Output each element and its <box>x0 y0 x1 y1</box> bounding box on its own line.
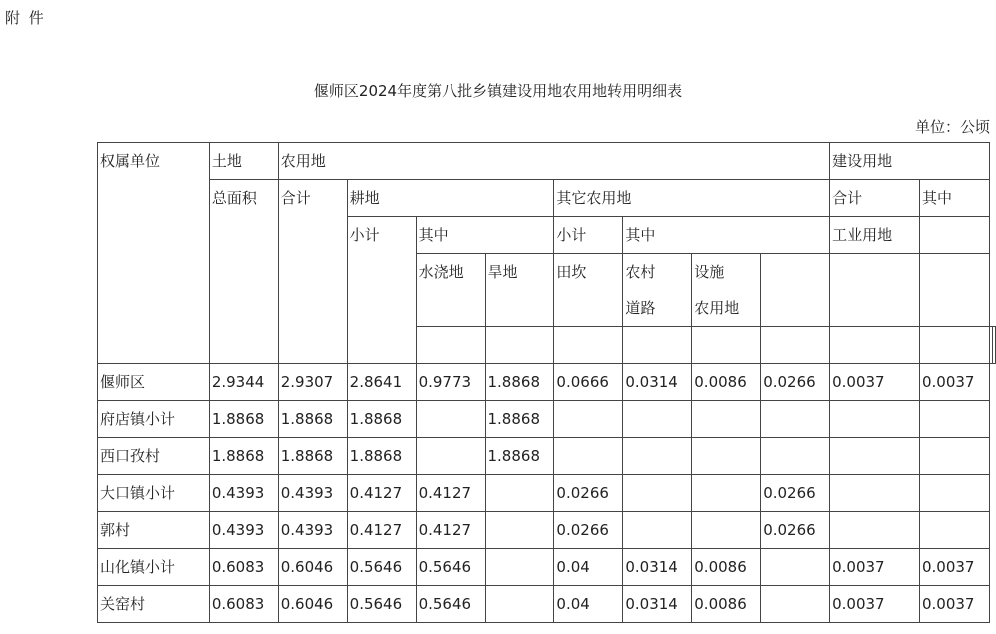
table-cell <box>416 438 485 475</box>
table-cell <box>761 549 830 586</box>
header-facility-agri <box>692 254 761 327</box>
table-cell: 0.6046 <box>278 586 347 623</box>
header-cultivated-land: 耕地 <box>347 180 554 217</box>
header-facility-line2: 农用地 <box>694 299 740 317</box>
row-owner-name: 偃师区 <box>98 364 210 401</box>
header-facility-line1: 设施 <box>694 263 725 281</box>
table-cell: 0.0037 <box>919 364 989 401</box>
table-cell: 0.0037 <box>830 586 920 623</box>
empty-cell <box>623 327 692 364</box>
table-cell: 0.0266 <box>554 512 623 549</box>
table-cell <box>692 512 761 549</box>
table-cell: 0.0037 <box>830 364 920 401</box>
table-cell <box>830 438 920 475</box>
table-cell <box>485 475 554 512</box>
table-cell: 0.0037 <box>919 549 989 586</box>
empty-cell <box>919 327 989 364</box>
row-owner-name: 府店镇小计 <box>98 401 210 438</box>
unit-label: 单位：公顷 <box>914 118 990 136</box>
header-irrigated-land: 水浇地 <box>416 254 485 327</box>
table-cell <box>623 438 692 475</box>
table-cell: 0.0037 <box>919 586 989 623</box>
table-cell: 0.5646 <box>416 586 485 623</box>
table-cell: 0.0314 <box>623 364 692 401</box>
table-row <box>98 475 996 512</box>
table-cell: 2.9307 <box>278 364 347 401</box>
table-cell: 0.0266 <box>554 475 623 512</box>
empty-cell <box>761 327 830 364</box>
table-cell <box>554 438 623 475</box>
empty-cell <box>692 327 761 364</box>
header-dry-land: 旱地 <box>485 254 554 327</box>
header-terrace: 田坎 <box>554 254 623 327</box>
table-cell: 0.0314 <box>623 586 692 623</box>
table-cell: 1.8868 <box>485 401 554 438</box>
table-cell: 0.6083 <box>209 549 278 586</box>
table-cell <box>485 549 554 586</box>
empty-cell <box>993 327 996 364</box>
table-cell: 1.8868 <box>485 364 554 401</box>
table-cell: 0.4393 <box>209 475 278 512</box>
table-cell: 0.0037 <box>830 549 920 586</box>
header-agricultural-land: 农用地 <box>278 143 829 180</box>
header-land-total-top: 土地 <box>209 143 278 180</box>
table-cell: 0.4127 <box>416 475 485 512</box>
header-other-subtotal: 小计 <box>554 217 623 254</box>
header-owner: 权属单位 <box>98 143 210 364</box>
row-owner-name: 山化镇小计 <box>98 549 210 586</box>
table-cell: 0.04 <box>554 549 623 586</box>
table-cell <box>761 401 830 438</box>
empty-cell <box>830 327 920 364</box>
table-cell <box>919 401 989 438</box>
table-cell: 1.8868 <box>485 438 554 475</box>
table-cell: 0.0086 <box>692 586 761 623</box>
table-cell <box>692 401 761 438</box>
table-cell: 1.8868 <box>278 438 347 475</box>
table-row <box>98 364 996 401</box>
header-cultivated-subtotal: 小计 <box>347 217 416 364</box>
table-cell: 0.4127 <box>347 512 416 549</box>
table-cell: 0.0266 <box>761 364 830 401</box>
header-rural-road-line2: 道路 <box>625 299 656 317</box>
table-cell <box>692 475 761 512</box>
table-row <box>98 512 996 549</box>
header-agri-total: 合计 <box>278 180 347 364</box>
header-land-total-bottom: 总面积 <box>209 180 278 364</box>
row-owner-name: 郭村 <box>98 512 210 549</box>
header-blank <box>761 254 830 327</box>
table-cell <box>830 512 920 549</box>
attachment-label: 附 件 <box>5 9 46 27</box>
header-construction-of-which: 其中 <box>919 180 989 217</box>
table-cell: 0.4393 <box>209 512 278 549</box>
table-cell: 0.5646 <box>416 549 485 586</box>
table-cell <box>830 475 920 512</box>
table-cell: 0.5646 <box>347 549 416 586</box>
table-cell: 0.6083 <box>209 586 278 623</box>
table-cell <box>919 438 989 475</box>
header-construction-total: 合计 <box>830 180 920 217</box>
header-other-agri-land: 其它农用地 <box>554 180 830 217</box>
table-cell <box>761 438 830 475</box>
table-cell: 0.5646 <box>347 586 416 623</box>
row-owner-name: 关窑村 <box>98 586 210 623</box>
table-cell: 0.4127 <box>347 475 416 512</box>
table-cell <box>485 586 554 623</box>
table-cell <box>919 475 989 512</box>
table-cell: 2.9344 <box>209 364 278 401</box>
table-body <box>98 364 996 623</box>
table-cell: 1.8868 <box>209 401 278 438</box>
table-cell: 0.0086 <box>692 364 761 401</box>
table-cell <box>623 475 692 512</box>
table-cell <box>416 401 485 438</box>
table-cell: 1.8868 <box>278 401 347 438</box>
table-cell <box>554 401 623 438</box>
header-construction-land: 建设用地 <box>830 143 990 180</box>
empty-cell <box>554 327 623 364</box>
header-cultivated-of-which: 其中 <box>416 217 554 254</box>
row-owner-name: 大口镇小计 <box>98 475 210 512</box>
table-cell: 0.0266 <box>761 512 830 549</box>
header-rural-road <box>623 254 692 327</box>
header-blank <box>919 217 989 254</box>
table-cell: 2.8641 <box>347 364 416 401</box>
table-cell: 0.6046 <box>278 549 347 586</box>
table-cell: 0.0314 <box>623 549 692 586</box>
table-cell: 1.8868 <box>209 438 278 475</box>
table-cell: 1.8868 <box>347 438 416 475</box>
table-cell <box>692 438 761 475</box>
table-cell: 0.0086 <box>692 549 761 586</box>
table-cell <box>623 401 692 438</box>
table-cell <box>761 586 830 623</box>
table-cell: 0.4127 <box>416 512 485 549</box>
header-rural-road-line1: 农村 <box>625 263 656 281</box>
table-cell <box>623 512 692 549</box>
header-other-of-which: 其中 <box>623 217 830 254</box>
empty-cell <box>416 327 485 364</box>
header-blank <box>830 254 920 327</box>
table-cell: 0.0666 <box>554 364 623 401</box>
table-cell: 0.9773 <box>416 364 485 401</box>
table-cell: 1.8868 <box>347 401 416 438</box>
table-cell <box>485 512 554 549</box>
table-cell <box>919 512 989 549</box>
empty-cell <box>485 327 554 364</box>
row-owner-name: 西口孜村 <box>98 438 210 475</box>
table-cell: 0.4393 <box>278 512 347 549</box>
table-cell: 0.0266 <box>761 475 830 512</box>
table-row <box>98 586 996 623</box>
table-cell: 0.04 <box>554 586 623 623</box>
table-cell: 0.4393 <box>278 475 347 512</box>
header-blank <box>919 254 989 327</box>
header-industrial-land: 工业用地 <box>830 217 920 254</box>
table-row <box>98 438 996 475</box>
table-row <box>98 401 996 438</box>
table-cell <box>830 401 920 438</box>
page-title: 偃师区2024年度第八批乡镇建设用地农用地转用明细表 <box>313 82 683 100</box>
land-conversion-table <box>97 142 996 623</box>
table-row <box>98 549 996 586</box>
